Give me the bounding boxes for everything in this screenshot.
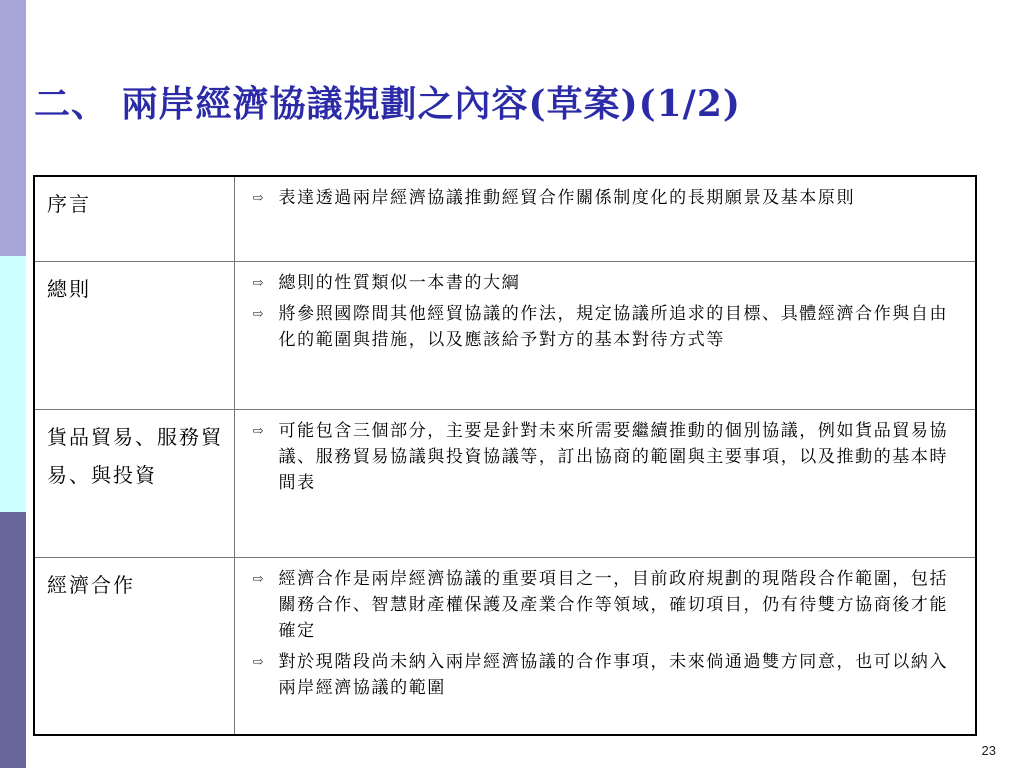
table-row xyxy=(34,261,976,409)
bullet-list xyxy=(253,566,964,701)
bullet-list xyxy=(253,418,964,496)
bullet-item xyxy=(253,185,964,211)
side-bar-middle xyxy=(0,256,26,512)
bullet-text: 將參照國際間其他經貿協議的作法，規定協議所追求的目標、具體經濟合作與自由化的範圍與措施，以及應該給予對方的基本對待方式等 xyxy=(278,303,949,350)
hollow-arrow-right-icon: ⇨ xyxy=(252,654,265,670)
bullet-item xyxy=(253,566,964,644)
hollow-arrow-right-icon: ⇨ xyxy=(252,275,265,291)
bullet-text: 對於現階段尚未納入兩岸經濟協議的合作事項，未來倘通過雙方同意，也可以納入兩岸經濟協議的範圍 xyxy=(278,651,949,698)
slide-title: 二、 兩岸經濟協議規劃之內容(草案)(1/2) xyxy=(34,83,741,125)
page-number: 23 xyxy=(981,743,996,758)
bullet-text: 可能包含三個部分，主要是針對未來所需要繼續推動的個別協議，例如貨品貿易協議、服務貿易協議與投資協議等，訂出協商的範圍與主要事項，以及推動的基本時間表 xyxy=(278,420,949,493)
bullet-list xyxy=(253,185,964,211)
bullet-item xyxy=(253,270,964,296)
bullet-item xyxy=(253,418,964,496)
side-bar-bottom xyxy=(0,512,26,768)
bullet-text: 總則的性質類似一本書的大綱 xyxy=(278,272,521,293)
bullet-item xyxy=(253,301,964,353)
row-content xyxy=(234,176,976,261)
bullet-item xyxy=(253,649,964,701)
hollow-arrow-right-icon: ⇨ xyxy=(252,423,265,439)
row-content xyxy=(234,261,976,409)
table-row xyxy=(34,409,976,557)
hollow-arrow-right-icon: ⇨ xyxy=(252,191,265,206)
side-bar-top xyxy=(0,0,26,256)
row-label: 總則 xyxy=(34,261,234,409)
hollow-arrow-right-icon: ⇨ xyxy=(252,306,265,322)
row-label: 經濟合作 xyxy=(34,557,234,735)
row-label: 貨品貿易、服務貿易、與投資 xyxy=(34,409,234,557)
bullet-text: 表達透過兩岸經濟協議推動經貿合作關係制度化的長期願景及基本原則 xyxy=(278,188,856,208)
table-row xyxy=(34,176,976,261)
bullet-text: 經濟合作是兩岸經濟協議的重要項目之一，目前政府規劃的現階段合作範圍，包括關務合作、智慧財產權保護及產業合作等領域，確切項目，仍有待雙方協商後才能確定 xyxy=(278,568,949,641)
row-content xyxy=(234,557,976,735)
content-table xyxy=(33,175,977,736)
row-content xyxy=(234,409,976,557)
row-label: 序言 xyxy=(34,176,234,261)
bullet-list xyxy=(253,270,964,353)
hollow-arrow-right-icon: ⇨ xyxy=(252,571,265,587)
table-row xyxy=(34,557,976,735)
